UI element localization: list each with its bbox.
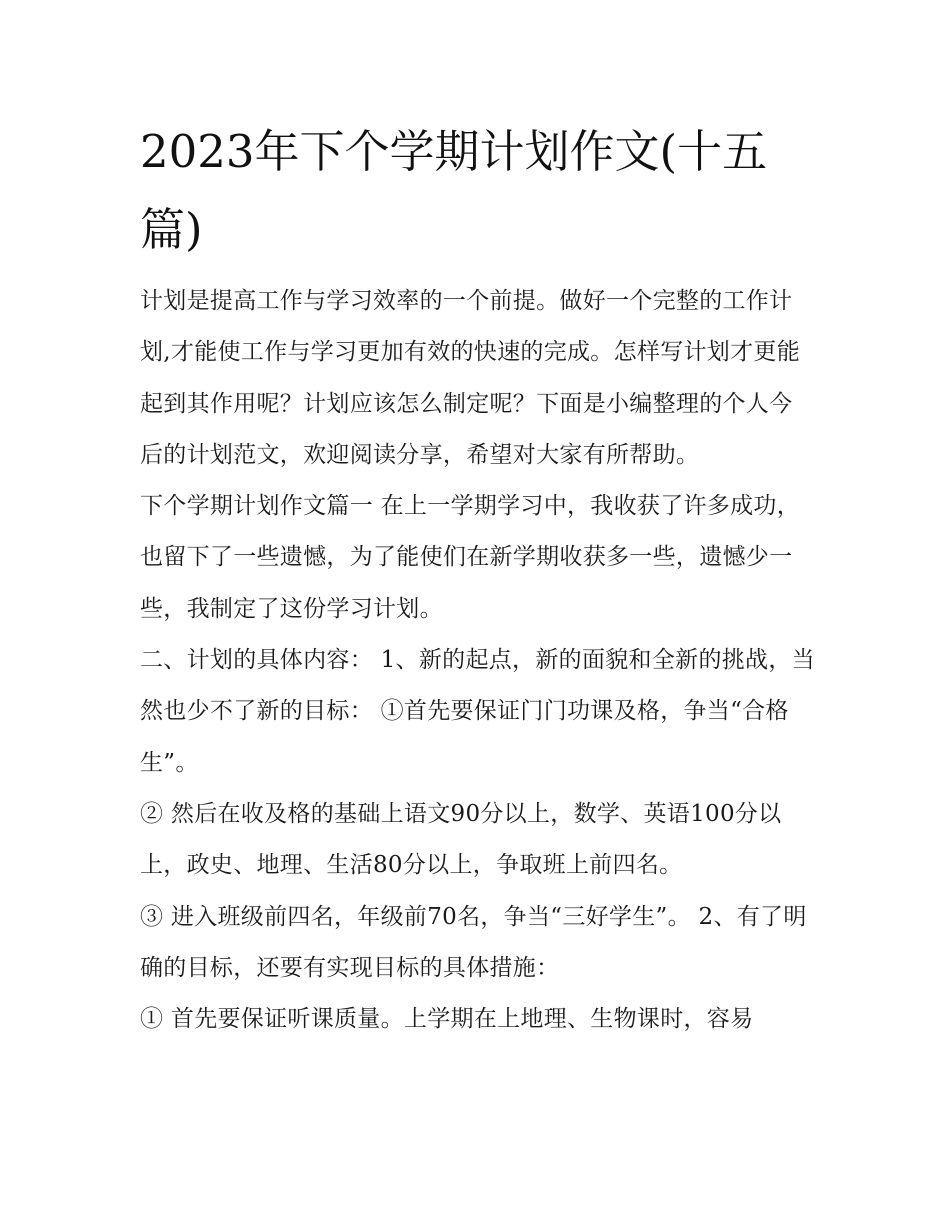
document-title: 2023年下个学期计划作文(十五篇) — [140, 125, 768, 256]
paragraph-goal-three: ③ 进入班级前四名，年级前70名，争当“三好学生”。 2、有了明确的目标，还要有实现目标的具体措施： — [140, 903, 807, 981]
paragraph-intro: 计划是提高工作与学习效率的一个前提。做好一个完整的工作计划,才能使工作与学习更加有效的快速的完成。怎样写计划才更能起到其作用呢？计划应该怎么制定呢？下面是小编整理的个人今后的计划范文，欢迎阅读分享，希望对大家有所帮助。 — [140, 288, 801, 468]
paragraph-essay-one: 下个学期计划作文篇一 在上一学期学习中，我收获了许多成功，也留下了一些遗憾，为了能使们在新学期收获多一些，遗憾少一些，我制定了这份学习计划。 — [140, 493, 801, 622]
paragraph-measure-one: ① 首先要保证听课质量。上学期在上地理、生物课时，容易 — [140, 1006, 754, 1033]
document-body — [140, 276, 815, 1045]
paragraph-plan-content: 二、计划的具体内容： 1、新的起点，新的面貌和全新的挑战，当然也少不了新的目标： ①首先要保证门门功课及格，争当“合格生”。 — [140, 647, 815, 776]
paragraph-goal-two: ② 然后在收及格的基础上语文90分以上，数学、英语100分以上，政史、地理、生活80分以上，争取班上前四名。 — [140, 800, 782, 879]
